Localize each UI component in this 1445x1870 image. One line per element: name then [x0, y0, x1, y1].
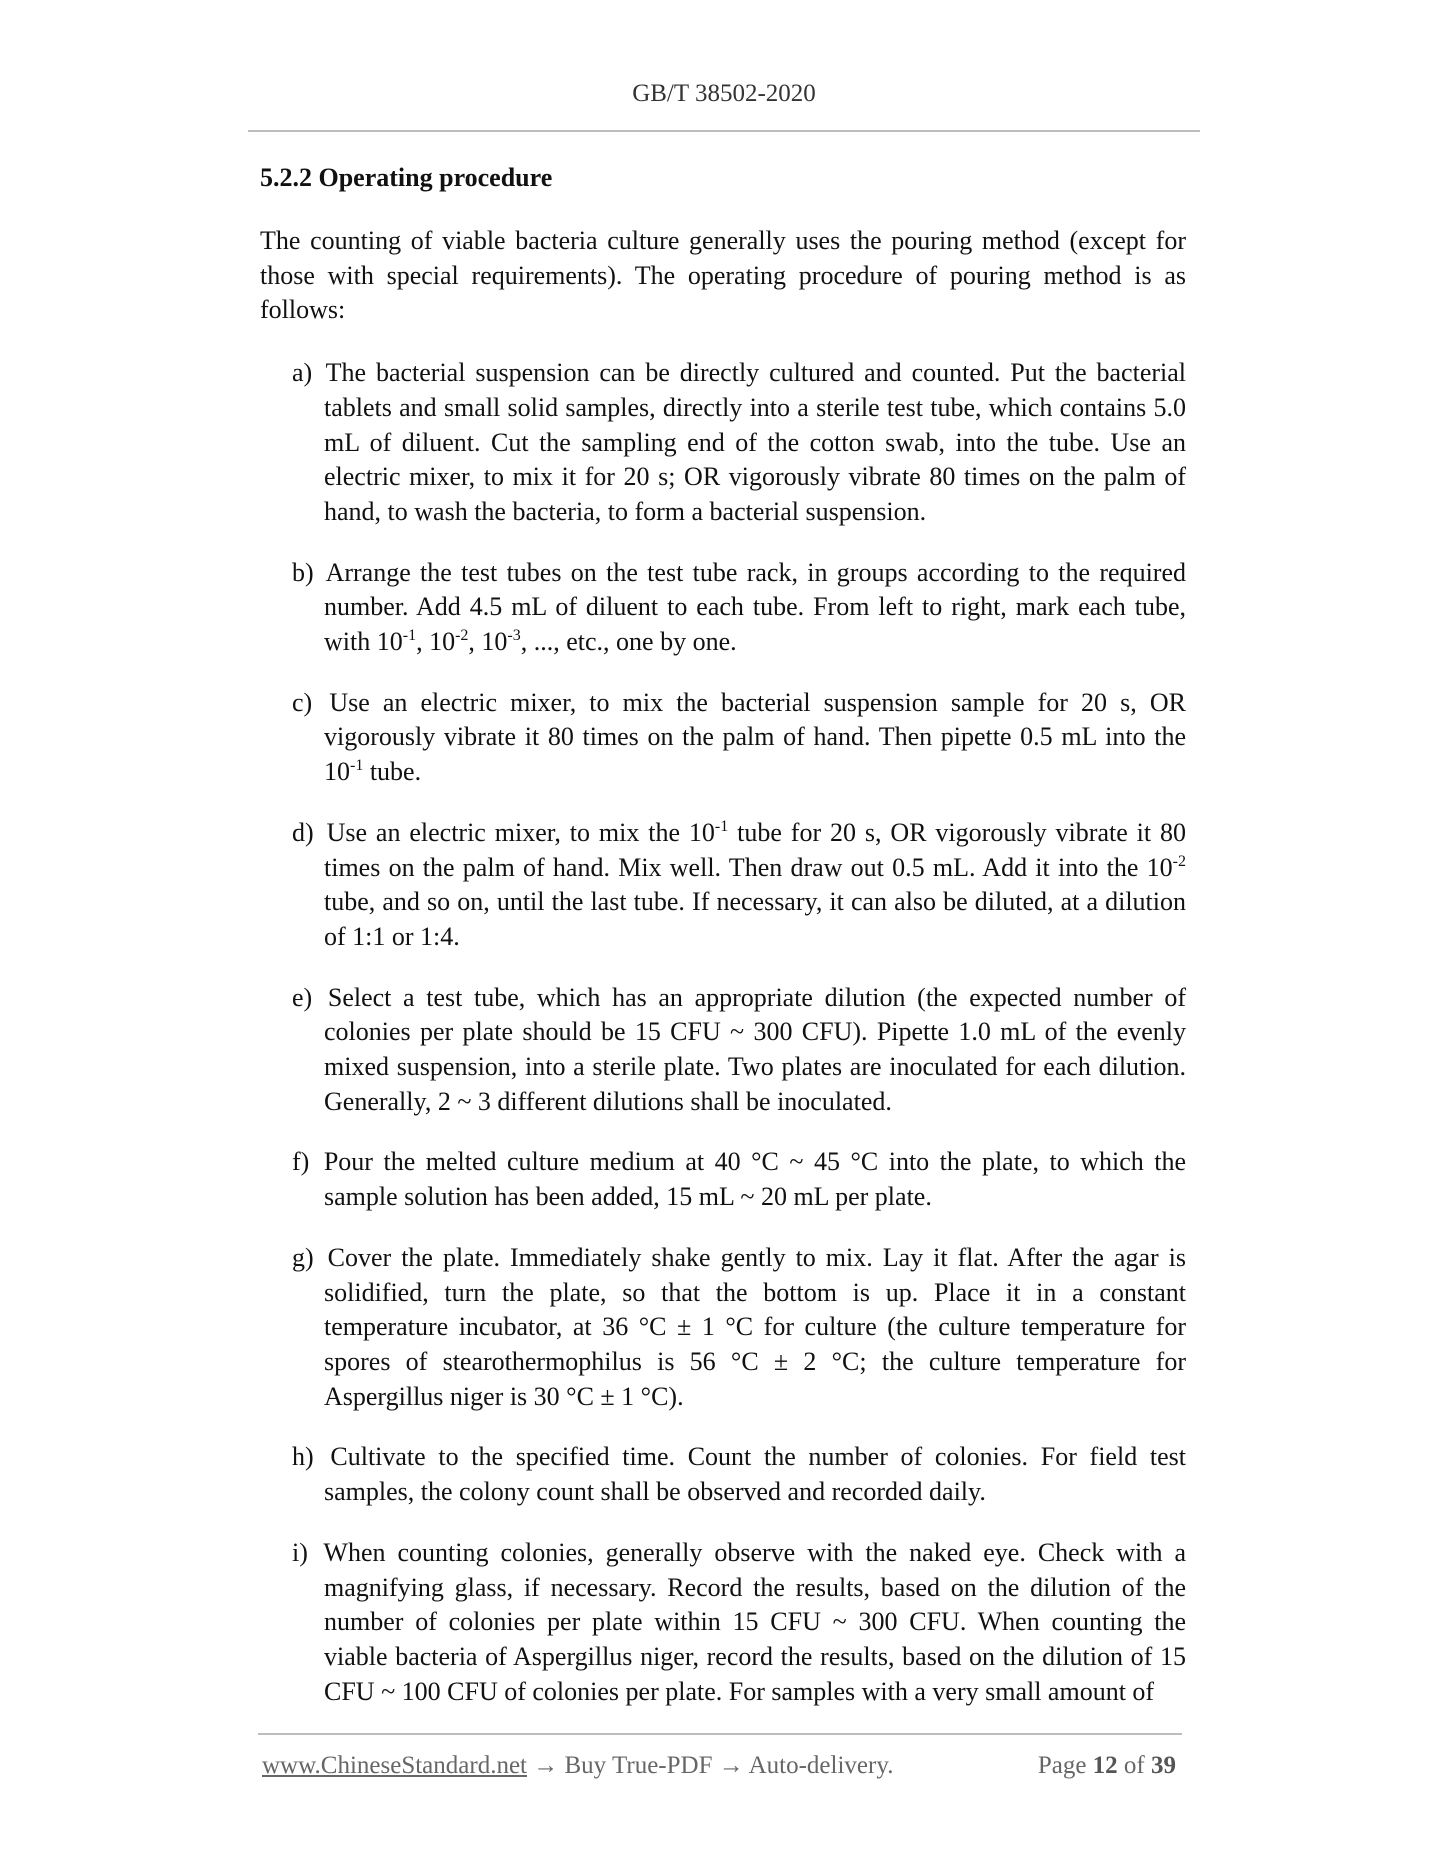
list-item-e	[260, 981, 1186, 1120]
page-of: of	[1123, 1752, 1145, 1779]
item-marker: f)	[292, 1147, 310, 1177]
item-marker: d)	[292, 817, 314, 847]
item-text: tube, and so on, until the last tube. If necessary, it can also be diluted, at a dilution of 1:1 or 1:4.	[324, 887, 1186, 951]
page-header: GB/T 38502-2020	[632, 80, 816, 107]
item-text: , 10	[468, 627, 508, 657]
section-heading: 5.2.2 Operating procedure	[260, 163, 553, 192]
item-text: Use an electric mixer, to mix the 10	[326, 817, 715, 847]
item-text: tube.	[363, 757, 422, 787]
superscript: -2	[455, 627, 469, 645]
website-link[interactable]: www.ChineseStandard.net	[262, 1752, 527, 1779]
item-text: Arrange the test tubes on the test tube rack, in groups according to the required number. Add 4.5 mL of diluent to each tube. From left to right, mark each tube, with 10	[324, 557, 1186, 657]
item-marker: g)	[292, 1242, 314, 1272]
item-text: , ..., etc., one by one.	[520, 627, 737, 657]
page-current: 12	[1092, 1752, 1118, 1779]
header-divider	[248, 130, 1200, 132]
item-marker: b)	[292, 557, 314, 587]
list-item-h	[260, 1440, 1186, 1509]
item-text: tube for 20 s, OR vigorously vibrate it 80 times on the palm of hand. Mix well. Then draw out 0.5 mL. Add it into the 10	[324, 817, 1186, 882]
footer-tagline: → Buy True-PDF → Auto-delivery.	[527, 1752, 894, 1779]
item-marker: i)	[292, 1537, 308, 1567]
item-text: When counting colonies, generally observe with the naked eye. Check with a magnifying glass, if necessary. Record the results, based on the dilution of the number of colonies per plate within 15 CFU ~ 300 CFU. When counting the viable bacteria of Aspergillus niger, record the results, based on the dilution of 15 CFU ~ 100 CFU of colonies per plate. For samples with a very small amount of	[323, 1537, 1186, 1706]
intro-paragraph: The counting of viable bacteria culture generally uses the pouring method (except for those with special requirements). The operating procedure of pouring method is as follows:	[260, 226, 1186, 325]
item-text: Cultivate to the specified time. Count the number of colonies. For field test samples, the colony count shall be observed and recorded daily.	[324, 1442, 1186, 1507]
page-content	[260, 158, 1186, 1735]
page-footer	[262, 1752, 1182, 1780]
list-item-i	[260, 1536, 1186, 1710]
superscript: -1	[350, 757, 364, 775]
superscript: -1	[714, 817, 729, 835]
item-text: , 10	[416, 627, 456, 657]
item-marker: a)	[292, 358, 313, 388]
item-marker: h)	[292, 1442, 314, 1472]
page-indicator	[1038, 1752, 1176, 1780]
list-item-b	[260, 556, 1186, 660]
list-item-f	[260, 1145, 1186, 1214]
list-item-a	[260, 356, 1186, 530]
item-text: Pour the melted culture medium at 40 °C ~ 45 °C into the plate, to which the sample solution has been added, 15 mL ~ 20 mL per plate.	[323, 1147, 1187, 1212]
page-total: 39	[1151, 1752, 1176, 1779]
procedure-list	[260, 356, 1186, 1709]
page-label: Page	[1037, 1752, 1087, 1779]
item-text: Cover the plate. Immediately shake gently to mix. Lay it flat. After the agar is solidified, turn the plate, so that the bottom is up. Place it in a constant temperature incubator, at 36 °C ± 1 °C for culture (the culture temperature for spores of stearothermophilus is 56 °C ± 2 °C; the culture temperature for Aspergillus niger is 30 °C ± 1 °C).	[324, 1242, 1186, 1411]
item-text: Use an electric mixer, to mix the bacterial suspension sample for 20 s, OR vigorously vibrate it 80 times on the palm of hand. Then pipette 0.5 mL into the 10	[324, 687, 1186, 787]
item-marker: e)	[292, 982, 313, 1012]
item-text: The bacterial suspension can be directly cultured and counted. Put the bacterial tablets and small solid samples, directly into a sterile test tube, which contains 5.0 mL of diluent. Cut the sampling end of the cotton swab, into the tube. Use an electric mixer, to mix it for 20 s; OR vigorously vibrate 80 times on the palm of hand, to wash the bacteria, to form a bacterial suspension.	[324, 358, 1187, 526]
item-text: Select a test tube, which has an appropriate dilution (the expected number of colonies per plate should be 15 CFU ~ 300 CFU). Pipette 1.0 mL of the evenly mixed suspension, into a sterile plate. Two plates are inoculated for each dilution. Generally, 2 ~ 3 different dilutions shall be inoculated.	[324, 982, 1187, 1116]
superscript: -1	[402, 627, 417, 645]
list-item-g	[260, 1241, 1186, 1415]
footer-divider	[258, 1733, 1182, 1735]
item-marker: c)	[292, 687, 313, 717]
superscript: -3	[507, 627, 521, 645]
list-item-c	[260, 686, 1186, 790]
list-item-d	[260, 816, 1186, 955]
superscript: -2	[1172, 852, 1186, 870]
